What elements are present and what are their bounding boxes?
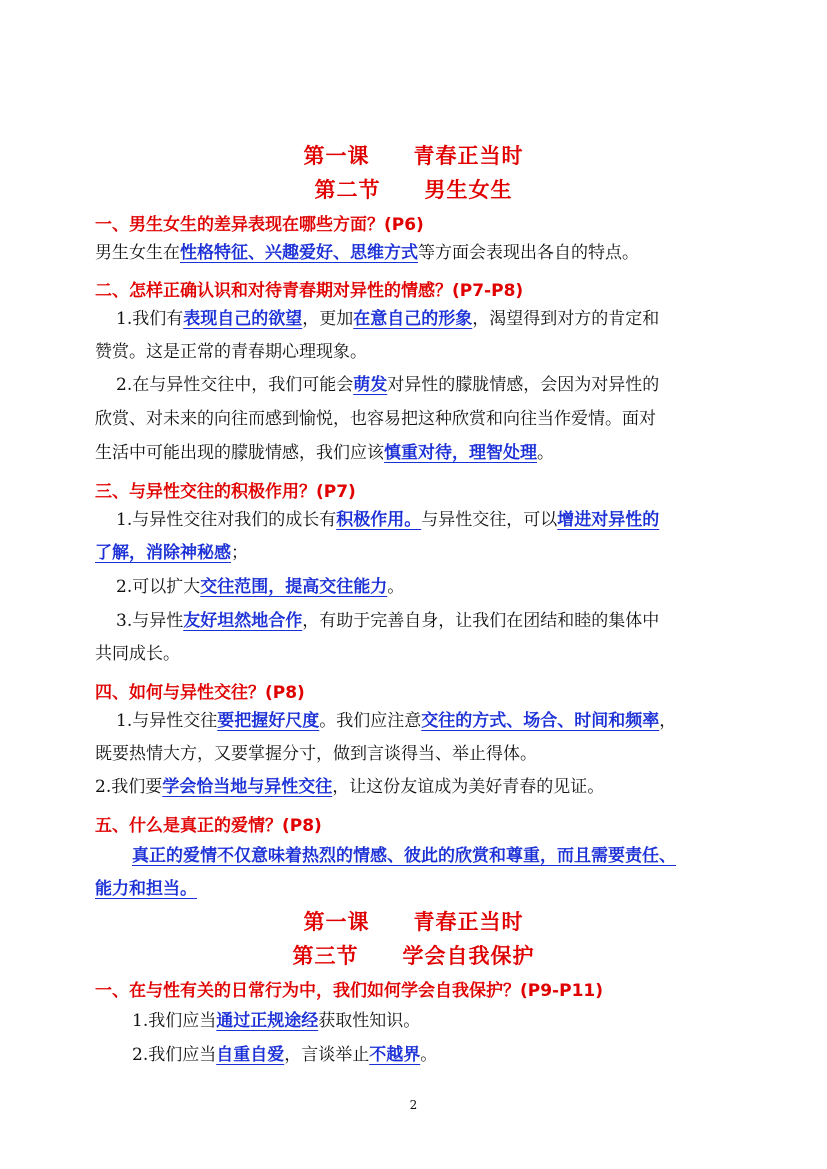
keyword: 友好坦然地合作 — [183, 611, 303, 631]
page-number: 2 — [409, 1098, 418, 1112]
text: 男生女生在 — [95, 243, 180, 263]
text: 。 — [387, 577, 405, 597]
text: 。我们应注意 — [319, 711, 422, 731]
section-title: 第三节 学会自我保护 — [292, 944, 535, 968]
text: ，言谈举止 — [284, 1045, 370, 1065]
keyword: 慎重对待，理智处理 — [384, 443, 537, 463]
text: 1.我们应当 — [132, 1011, 217, 1031]
question-heading: 四、如何与异性交往？(P8) — [95, 683, 305, 703]
text: 2.我们应当 — [132, 1045, 217, 1065]
question-heading: 一、在与性有关的日常行为中，我们如何学会自我保护？(P9-P11) — [95, 981, 603, 1001]
keyword: 要把握好尺度 — [217, 711, 320, 731]
keyword: 交往的方式、场合、时间和频率 — [421, 711, 660, 731]
answer-line: 赞赏。这是正常的青春期心理现象。 — [95, 342, 367, 362]
text: 3.与异性 — [116, 611, 184, 631]
keyword: 真正的爱情不仅意味着热烈的情感、彼此的欣赏和尊重，而且需要责任、 — [132, 846, 676, 866]
answer-line — [132, 1039, 772, 1072]
answer-line — [132, 1005, 772, 1038]
keyword: 自重自爱 — [216, 1045, 285, 1065]
text: 。 — [420, 1045, 438, 1065]
answer-line — [95, 237, 735, 270]
keyword: 积极作用。 — [336, 510, 422, 530]
answer-line — [95, 771, 735, 804]
keyword: 通过正规途经 — [216, 1011, 319, 1031]
keyword: 萌发 — [353, 375, 388, 395]
text: 与异性交往，可以 — [421, 510, 558, 530]
answer-line — [132, 840, 772, 873]
answer-line — [95, 437, 735, 470]
section-title: 第二节 男生女生 — [314, 178, 513, 202]
answer-line — [116, 369, 756, 402]
text: 1.与异性交往 — [116, 711, 218, 731]
text: 1.我们有 — [116, 309, 184, 329]
text: 对异性的朦胧情感，会因为对异性的 — [387, 375, 660, 395]
keyword: 性格特征、兴趣爱好、思维方式 — [180, 243, 418, 263]
answer-line — [95, 873, 735, 906]
text: 生活中可能出现的朦胧情感，我们应该 — [95, 443, 384, 463]
keyword: 表现自己的欲望 — [183, 309, 303, 329]
keyword: 了解，消除神秘感 — [95, 543, 231, 563]
answer-line: 欣赏、对未来的向往而感到愉悦，也容易把这种欣赏和向往当作爱情。面对 — [95, 409, 656, 429]
text: ， — [659, 711, 677, 731]
answer-line — [95, 537, 735, 570]
question-heading: 三、与异性交往的积极作用？(P7) — [95, 482, 356, 502]
keyword: 不越界 — [369, 1045, 421, 1065]
lesson-title: 第一课 青春正当时 — [303, 144, 524, 168]
keyword: 增进对异性的 — [557, 510, 660, 530]
question-heading: 五、什么是真正的爱情？(P8) — [95, 816, 322, 836]
answer-line — [116, 303, 756, 336]
text: ，渴望得到对方的肯定和 — [472, 309, 660, 329]
answer-line: 既要热情大方，又要掌握分寸，做到言谈得当、举止得体。 — [95, 744, 537, 764]
text: 2.可以扩大 — [116, 577, 201, 597]
text: ，更加 — [302, 309, 354, 329]
answer-line — [116, 504, 756, 537]
text: 1.与异性交往对我们的成长有 — [116, 510, 337, 530]
lesson-title: 第一课 青春正当时 — [303, 910, 524, 934]
answer-line — [116, 705, 756, 738]
text: 2.我们要 — [95, 777, 163, 797]
keyword: 能力和担当。 — [95, 879, 197, 899]
text: 等方面会表现出各自的特点。 — [418, 243, 639, 263]
text: 获取性知识。 — [318, 1011, 421, 1031]
text: ，让这份友谊成为美好青春的见证。 — [332, 777, 605, 797]
answer-line — [116, 605, 756, 638]
text: 。 — [537, 443, 554, 463]
keyword: 交往范围，提高交往能力 — [200, 577, 388, 597]
question-heading: 一、男生女生的差异表现在哪些方面？(P6) — [95, 215, 424, 235]
keyword: 学会恰当地与异性交往 — [162, 777, 333, 797]
text: ； — [231, 543, 248, 563]
keyword: 在意自己的形象 — [353, 309, 473, 329]
question-heading: 二、怎样正确认识和对待青春期对异性的情感？(P7-P8) — [95, 281, 524, 301]
text: 2.在与异性交往中，我们可能会 — [116, 375, 354, 395]
answer-line — [116, 571, 756, 604]
answer-line: 共同成长。 — [95, 644, 180, 664]
text: ，有助于完善自身，让我们在团结和睦的集体中 — [302, 611, 660, 631]
